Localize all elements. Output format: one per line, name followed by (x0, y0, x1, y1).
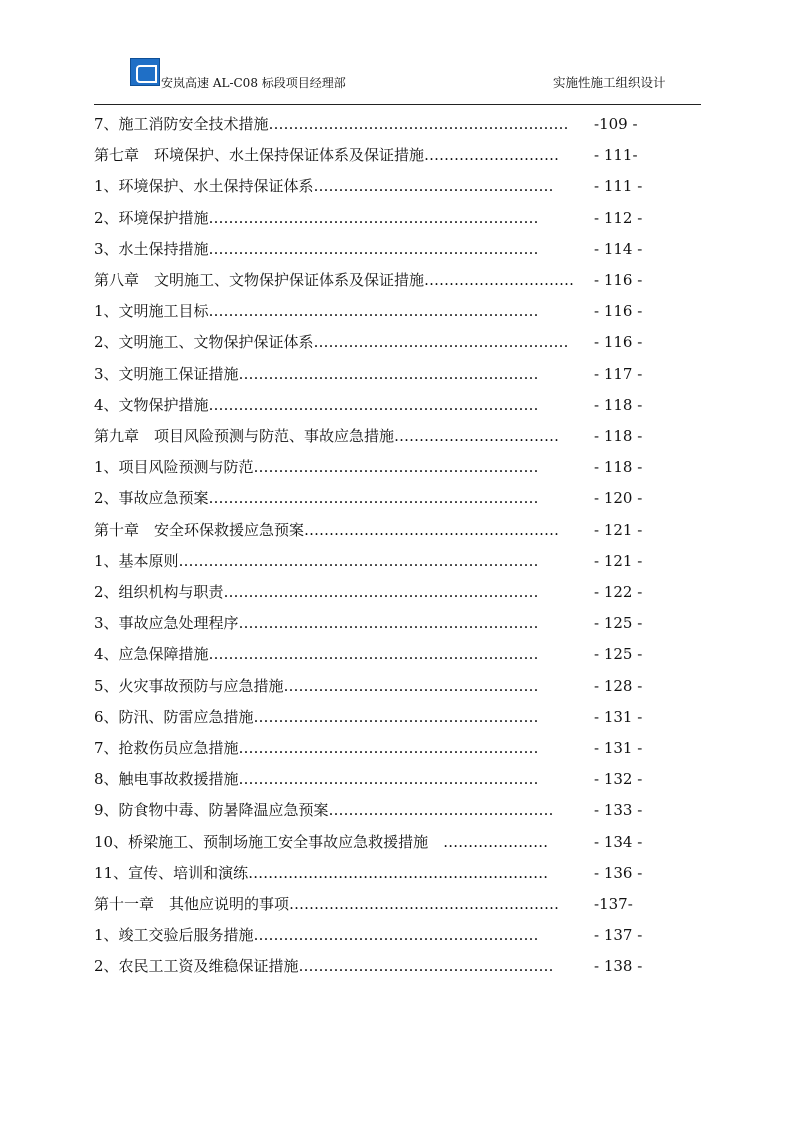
toc-entry[interactable] (94, 516, 643, 544)
company-logo-icon (130, 58, 160, 86)
toc-entry[interactable] (94, 578, 643, 606)
toc-entry-page: - 116 - (594, 271, 643, 289)
toc-entry-page: - 118 - (594, 395, 643, 414)
toc-entry[interactable] (94, 328, 643, 356)
logo-glyph-right (143, 65, 157, 83)
toc-entry[interactable] (94, 765, 643, 793)
toc-entry[interactable] (94, 110, 638, 138)
toc-entry-title: 第八章 文明施工、文物保护保证体系及保证措施………………………… (94, 271, 575, 289)
toc-entry-title: 2、组织机构与职责……………………………………………………… (94, 583, 539, 601)
toc-entry[interactable] (94, 266, 643, 294)
toc-entry-page: - 121 - (594, 520, 643, 539)
toc-entry-page: - 122 - (594, 583, 643, 601)
toc-entry[interactable] (94, 360, 643, 388)
toc-entry-page: - 137 - (594, 926, 643, 945)
toc-entry[interactable] (94, 609, 643, 637)
toc-entry[interactable] (94, 141, 638, 169)
toc-entry-page: - 118 - (594, 427, 643, 445)
toc-entry[interactable] (94, 547, 643, 575)
toc-entry-page: -137- (594, 895, 633, 913)
toc-entry-page: -109 - (594, 115, 638, 133)
toc-entry-page: - 114 - (594, 239, 643, 258)
toc-entry-page: - 112 - (594, 208, 643, 227)
toc-entry-page: - 128 - (594, 676, 643, 695)
toc-entry[interactable] (94, 453, 643, 481)
toc-entry-page: - 131 - (594, 707, 643, 726)
toc-entry-title: 1、环境保护、水土保持保证体系………………………………………… (94, 177, 554, 196)
toc-entry-title: 1、文明施工目标………………………………………………………… (94, 302, 539, 321)
toc-entry-title: 3、事故应急处理程序…………………………………………………… (94, 614, 539, 633)
toc-entry-title: 11、宣传、培训和演练…………………………………………………… (94, 863, 549, 882)
toc-entry[interactable] (94, 672, 643, 700)
page-header (0, 0, 793, 108)
toc-entry-page: - 136 - (594, 863, 643, 882)
toc-entry-page: - 132 - (594, 770, 643, 789)
toc-entry-title: 2、事故应急预案………………………………………………………… (94, 489, 539, 508)
toc-entry[interactable] (94, 921, 643, 949)
header-document-title: 实施性施工组织设计 (553, 75, 666, 90)
toc-entry[interactable] (94, 484, 643, 512)
toc-entry[interactable] (94, 391, 643, 419)
toc-entry-title: 1、竣工交验后服务措施………………………………………………… (94, 926, 539, 945)
toc-entry[interactable] (94, 172, 643, 200)
toc-entry-title: 1、项目风险预测与防范………………………………………………… (94, 458, 539, 477)
toc-entry-page: - 131 - (594, 739, 643, 757)
toc-entry-title: 2、文明施工、文物保护保证体系…………………………………………… (94, 333, 569, 352)
toc-entry-title: 5、火灾事故预防与应急措施…………………………………………… (94, 676, 539, 695)
toc-entry-title: 9、防食物中毒、防暑降温应急预案……………………………………… (94, 801, 554, 820)
toc-entry-title: 第十章 安全环保救援应急预案…………………………………………… (94, 520, 560, 539)
toc-entry-title: 4、文物保护措施………………………………………………………… (94, 395, 539, 414)
toc-entry-title: 7、施工消防安全技术措施…………………………………………………… (94, 115, 569, 133)
toc-entry-title: 4、应急保障措施………………………………………………………… (94, 645, 539, 664)
toc-entry-page: - 125 - (594, 614, 643, 633)
toc-entry[interactable] (94, 796, 643, 824)
toc-entry-title: 6、防汛、防雷应急措施………………………………………………… (94, 707, 539, 726)
toc-entry-page: - 133 - (594, 801, 643, 820)
toc-entry[interactable] (94, 890, 633, 918)
toc-entry[interactable] (94, 422, 643, 450)
toc-entry[interactable] (94, 297, 643, 325)
toc-entry[interactable] (94, 859, 643, 887)
toc-entry-title: 3、水土保持措施………………………………………………………… (94, 239, 539, 258)
toc-entry-page: - 118 - (594, 458, 643, 477)
toc-entry-page: - 121 - (594, 551, 643, 570)
toc-entry[interactable] (94, 703, 643, 731)
header-divider (94, 104, 701, 105)
toc-entry-title: 7、抢救伤员应急措施…………………………………………………… (94, 739, 539, 757)
toc-entry-page: - 125 - (594, 645, 643, 664)
toc-entry-title: 10、桥梁施工、预制场施工安全事故应急救援措施 ………………… (94, 832, 549, 851)
toc-entry-page: - 134 - (594, 832, 643, 851)
toc-entry-page: - 116 - (594, 333, 643, 352)
toc-entry-title: 第九章 项目风险预测与防范、事故应急措施…………………………… (94, 427, 560, 445)
toc-entry[interactable] (94, 204, 643, 232)
toc-entry-page: - 111 - (594, 177, 643, 196)
toc-entry-page: - 116 - (594, 302, 643, 321)
toc-entry[interactable] (94, 640, 643, 668)
toc-entry-title: 第七章 环境保护、水土保持保证体系及保证措施……………………… (94, 146, 560, 165)
toc-entry[interactable] (94, 734, 643, 762)
toc-entry-title: 2、环境保护措施………………………………………………………… (94, 208, 539, 227)
toc-entry-page: - 111- (594, 146, 638, 165)
toc-entry-title: 1、基本原则……………………………………………………………… (94, 551, 539, 570)
header-organization: 安岚高速 AL-C08 标段项目经理部 (161, 76, 346, 90)
toc-entry[interactable] (94, 235, 643, 263)
toc-entry-title: 2、农民工工资及维稳保证措施…………………………………………… (94, 957, 554, 976)
toc-entry-title: 第十一章 其他应说明的事项……………………………………………… (94, 895, 560, 913)
toc-entry[interactable] (94, 828, 643, 856)
toc-entry-page: - 138 - (594, 957, 643, 976)
toc-entry[interactable] (94, 952, 643, 980)
toc-entry-page: - 120 - (594, 489, 643, 508)
toc-entry-title: 3、文明施工保证措施…………………………………………………… (94, 364, 539, 383)
toc-entry-page: - 117 - (594, 364, 643, 383)
toc-entry-title: 8、触电事故救援措施…………………………………………………… (94, 770, 539, 789)
